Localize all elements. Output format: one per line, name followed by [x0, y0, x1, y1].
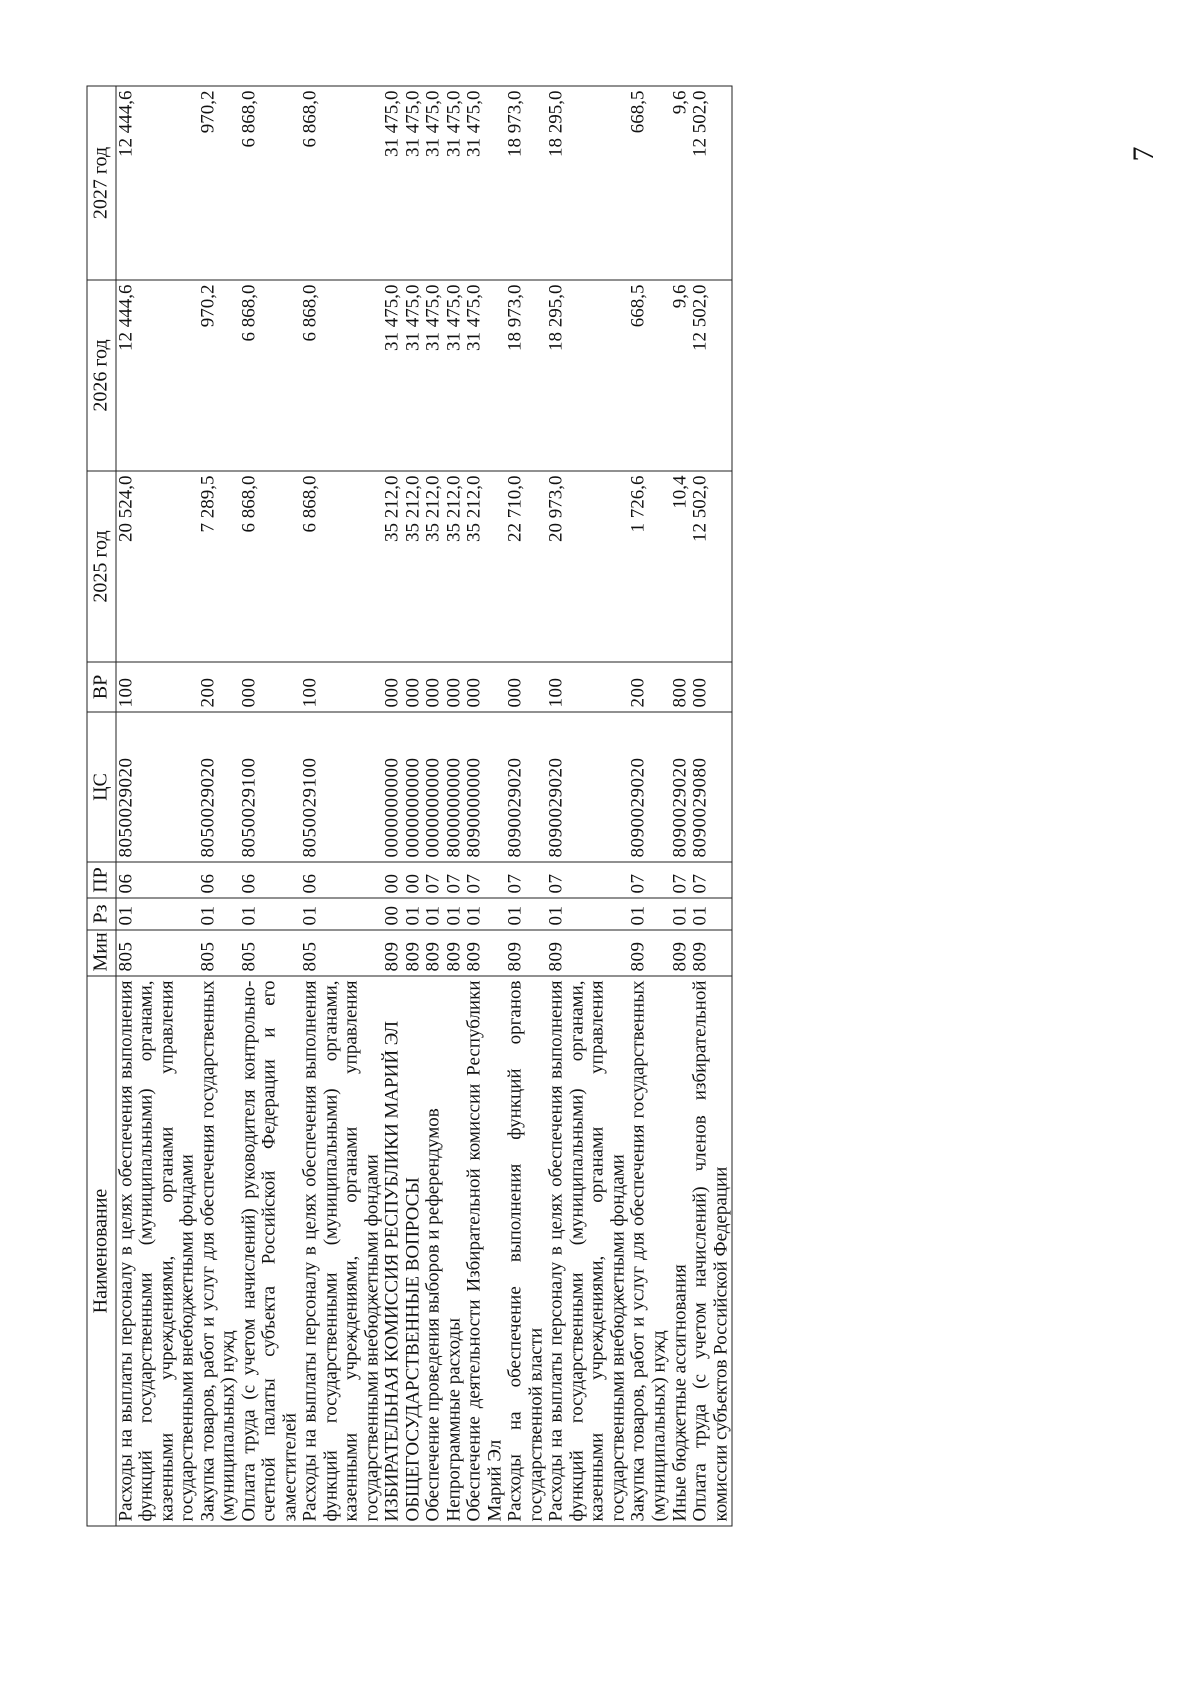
- table-row: [239, 86, 301, 1526]
- cell-2026: 31 475,0: [444, 280, 465, 471]
- cell-vr: 800: [670, 662, 691, 712]
- cell-rz: 01: [506, 898, 547, 930]
- cell-cs: 8000000000: [444, 712, 465, 862]
- table-row: [383, 86, 404, 1526]
- cell-2027: 970,2: [198, 86, 239, 280]
- cell-vr: 000: [506, 662, 547, 712]
- cell-rz: 01: [403, 898, 424, 930]
- table-row: [444, 86, 465, 1526]
- cell-pr: 07: [424, 862, 445, 898]
- budget-table: [87, 86, 733, 1527]
- cell-rz: 00: [383, 898, 404, 930]
- cell-cs: 0000000000: [383, 712, 404, 862]
- cell-2027: 31 475,0: [465, 86, 506, 280]
- table-row: [403, 86, 424, 1526]
- cell-2025: 22 710,0: [506, 471, 547, 662]
- cell-name: Расходы на выплаты персоналу в целях обеспечения выполнения функций государственными (муниципальными) органами, казенными учреждениями, органами управления государственными внебюджетными фондами: [547, 976, 629, 1526]
- cell-cs: 8090029020: [629, 712, 670, 862]
- cell-vr: 000: [403, 662, 424, 712]
- table-row: [424, 86, 445, 1526]
- cell-2027: 31 475,0: [403, 86, 424, 280]
- header-pr: ПР: [87, 862, 116, 898]
- cell-2026: 31 475,0: [403, 280, 424, 471]
- page-number: 7: [1127, 146, 1160, 162]
- cell-name: Расходы на выплаты персоналу в целях обеспечения выполнения функций государственными (муниципальными) органами, казенными учреждениями, органами управления государственными внебюджетными фондами: [116, 976, 199, 1526]
- header-vr: ВР: [87, 662, 116, 712]
- cell-cs: 8050029020: [198, 712, 239, 862]
- cell-rz: 01: [670, 898, 691, 930]
- cell-vr: 200: [198, 662, 239, 712]
- header-cs: ЦС: [87, 712, 116, 862]
- cell-name: Закупка товаров, работ и услуг для обеспечения государственных (муниципальных) нужд: [198, 976, 239, 1526]
- cell-2025: 35 212,0: [444, 471, 465, 662]
- cell-2025: 6 868,0: [301, 471, 383, 662]
- cell-2025: 35 212,0: [383, 471, 404, 662]
- cell-min: 805: [198, 930, 239, 976]
- cell-min: 805: [301, 930, 383, 976]
- cell-pr: 07: [444, 862, 465, 898]
- cell-name: ИЗБИРАТЕЛЬНАЯ КОМИССИЯ РЕСПУБЛИКИ МАРИЙ ЭЛ: [383, 976, 404, 1526]
- cell-2026: 31 475,0: [465, 280, 506, 471]
- cell-name: Обеспечение проведения выборов и референдумов: [424, 976, 445, 1526]
- cell-min: 809: [506, 930, 547, 976]
- cell-pr: 07: [547, 862, 629, 898]
- table-row: [670, 86, 691, 1526]
- cell-2025: 10,4: [670, 471, 691, 662]
- cell-rz: 01: [629, 898, 670, 930]
- cell-pr: 07: [691, 862, 733, 898]
- cell-2027: 668,5: [629, 86, 670, 280]
- cell-rz: 01: [691, 898, 733, 930]
- cell-pr: 06: [198, 862, 239, 898]
- cell-2027: 31 475,0: [383, 86, 404, 280]
- cell-name: Расходы на выплаты персоналу в целях обеспечения выполнения функций государственными (муниципальными) органами, казенными учреждениями, органами управления государственными внебюджетными фондами: [301, 976, 383, 1526]
- cell-2027: 12 444,6: [116, 86, 199, 280]
- cell-2025: 1 726,6: [629, 471, 670, 662]
- cell-cs: 0000000000: [403, 712, 424, 862]
- cell-2025: 35 212,0: [465, 471, 506, 662]
- cell-pr: 06: [239, 862, 301, 898]
- cell-vr: 100: [301, 662, 383, 712]
- cell-2026: 9,6: [670, 280, 691, 471]
- cell-name: Обеспечение деятельности Избирательной комиссии Республики Марий Эл: [465, 976, 506, 1526]
- cell-name: Расходы на обеспечение выполнения функций органов государственной власти: [506, 976, 547, 1526]
- cell-pr: 07: [465, 862, 506, 898]
- table-row: [506, 86, 547, 1526]
- cell-pr: 00: [403, 862, 424, 898]
- cell-2027: 9,6: [670, 86, 691, 280]
- cell-2025: 20 524,0: [116, 471, 199, 662]
- cell-cs: 8090000000: [465, 712, 506, 862]
- cell-name: Оплата труда (с учетом начислений) членов избирательной комиссии субъектов Российской Федерации: [691, 976, 733, 1526]
- cell-2026: 31 475,0: [383, 280, 404, 471]
- header-2026: 2026 год: [87, 280, 116, 471]
- cell-cs: 8090029020: [547, 712, 629, 862]
- cell-2026: 6 868,0: [301, 280, 383, 471]
- cell-rz: 01: [116, 898, 199, 930]
- cell-2025: 35 212,0: [403, 471, 424, 662]
- cell-cs: 8050029100: [301, 712, 383, 862]
- cell-name: Иные бюджетные ассигнования: [670, 976, 691, 1526]
- cell-rz: 01: [301, 898, 383, 930]
- cell-2026: 668,5: [629, 280, 670, 471]
- cell-cs: 8090029080: [691, 712, 733, 862]
- cell-cs: 8090029020: [506, 712, 547, 862]
- cell-vr: 000: [383, 662, 404, 712]
- cell-2026: 970,2: [198, 280, 239, 471]
- cell-2026: 12 502,0: [691, 280, 733, 471]
- cell-rz: 01: [424, 898, 445, 930]
- cell-cs: 8050029020: [116, 712, 199, 862]
- cell-2026: 12 444,6: [116, 280, 199, 471]
- cell-pr: 06: [116, 862, 199, 898]
- cell-cs: 8090029020: [670, 712, 691, 862]
- cell-min: 809: [691, 930, 733, 976]
- cell-2027: 6 868,0: [301, 86, 383, 280]
- cell-cs: 8050029100: [239, 712, 301, 862]
- table-row: [691, 86, 733, 1526]
- cell-name: Оплата труда (с учетом начислений) руководителя контрольно-счетной палаты субъекта Российской Федерации и его заместителей: [239, 976, 301, 1526]
- table-header-row: [87, 86, 116, 1526]
- header-2025: 2025 год: [87, 471, 116, 662]
- cell-pr: 06: [301, 862, 383, 898]
- table-row: [116, 86, 199, 1526]
- table-row: [629, 86, 670, 1526]
- cell-rz: 01: [239, 898, 301, 930]
- header-2027: 2027 год: [87, 86, 116, 280]
- header-rz: Рз: [87, 898, 116, 930]
- cell-rz: 01: [465, 898, 506, 930]
- cell-vr: 000: [444, 662, 465, 712]
- cell-2026: 18 973,0: [506, 280, 547, 471]
- cell-rz: 01: [444, 898, 465, 930]
- cell-min: 809: [403, 930, 424, 976]
- cell-pr: 07: [506, 862, 547, 898]
- cell-2025: 20 973,0: [547, 471, 629, 662]
- cell-min: 809: [670, 930, 691, 976]
- cell-rz: 01: [547, 898, 629, 930]
- cell-cs: 0000000000: [424, 712, 445, 862]
- rotated-table-sheet: [87, 74, 1087, 1527]
- cell-min: 809: [547, 930, 629, 976]
- header-name: Наименование: [87, 976, 116, 1526]
- table-row: [465, 86, 506, 1526]
- cell-vr: 200: [629, 662, 670, 712]
- table-body: [116, 86, 732, 1526]
- cell-min: 805: [116, 930, 199, 976]
- cell-min: 809: [444, 930, 465, 976]
- cell-name: Непрограммные расходы: [444, 976, 465, 1526]
- cell-2027: 18 973,0: [506, 86, 547, 280]
- cell-name: Закупка товаров, работ и услуг для обеспечения государственных (муниципальных) нужд: [629, 976, 670, 1526]
- cell-2027: 31 475,0: [444, 86, 465, 280]
- cell-min: 809: [383, 930, 404, 976]
- cell-min: 805: [239, 930, 301, 976]
- cell-rz: 01: [198, 898, 239, 930]
- cell-2027: 31 475,0: [424, 86, 445, 280]
- cell-pr: 00: [383, 862, 404, 898]
- table-row: [198, 86, 239, 1526]
- table-row: [301, 86, 383, 1526]
- cell-vr: 100: [547, 662, 629, 712]
- cell-2026: 31 475,0: [424, 280, 445, 471]
- header-min: Мин: [87, 930, 116, 976]
- cell-min: 809: [424, 930, 445, 976]
- cell-pr: 07: [629, 862, 670, 898]
- cell-vr: 000: [239, 662, 301, 712]
- cell-2027: 12 502,0: [691, 86, 733, 280]
- cell-vr: 000: [424, 662, 445, 712]
- cell-2025: 12 502,0: [691, 471, 733, 662]
- cell-pr: 07: [670, 862, 691, 898]
- cell-2025: 7 289,5: [198, 471, 239, 662]
- cell-2027: 6 868,0: [239, 86, 301, 280]
- cell-2026: 6 868,0: [239, 280, 301, 471]
- cell-vr: 000: [691, 662, 733, 712]
- cell-min: 809: [629, 930, 670, 976]
- table-row: [547, 86, 629, 1526]
- cell-min: 809: [465, 930, 506, 976]
- cell-2027: 18 295,0: [547, 86, 629, 280]
- cell-vr: 100: [116, 662, 199, 712]
- cell-2026: 18 295,0: [547, 280, 629, 471]
- cell-2025: 6 868,0: [239, 471, 301, 662]
- cell-vr: 000: [465, 662, 506, 712]
- cell-name: ОБЩЕГОСУДАРСТВЕННЫЕ ВОПРОСЫ: [403, 976, 424, 1526]
- cell-2025: 35 212,0: [424, 471, 445, 662]
